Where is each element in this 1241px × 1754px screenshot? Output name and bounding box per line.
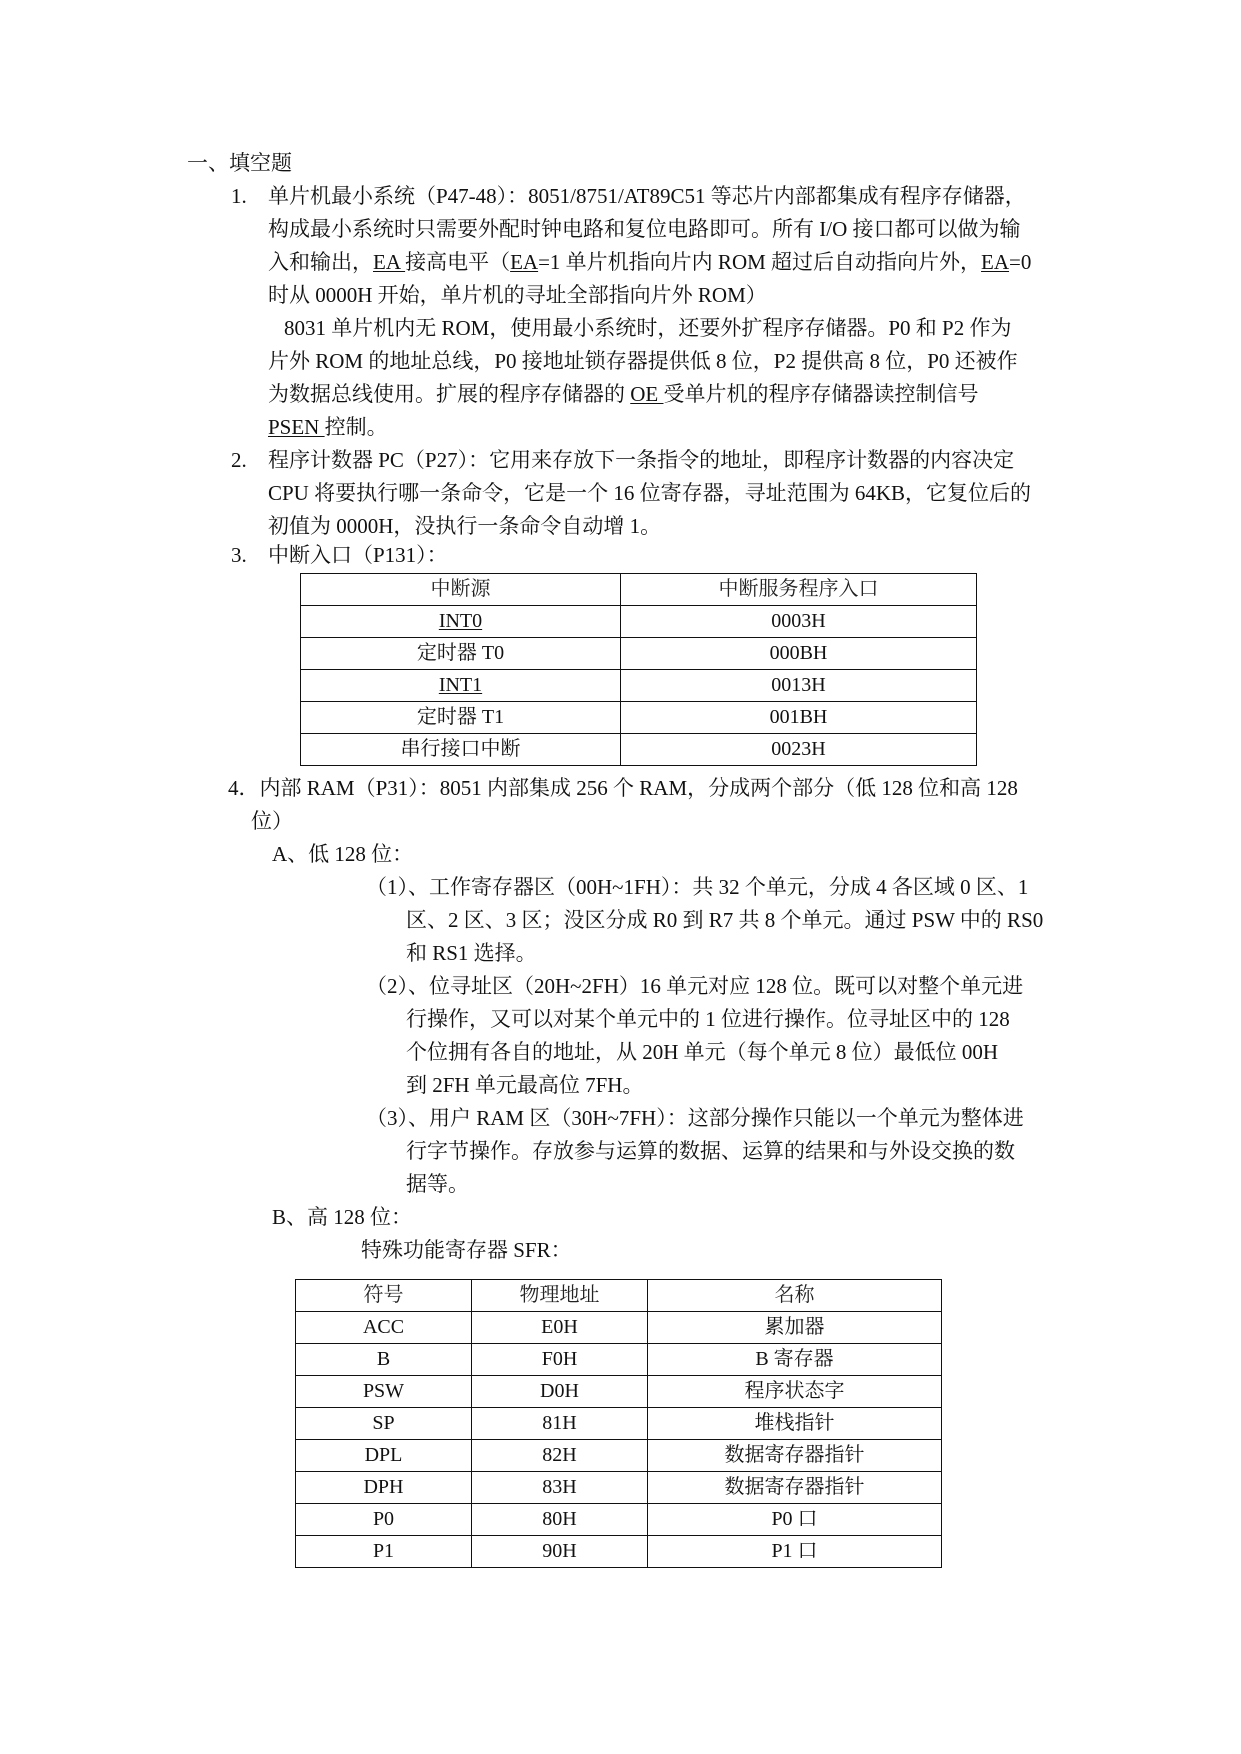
table-cell: 堆栈指针	[648, 1408, 942, 1440]
table-cell: DPH	[296, 1472, 472, 1504]
section-title: 一、填空题	[187, 151, 292, 175]
text-line	[268, 213, 1031, 246]
sub-1-line-3: 和 RS1 选择。	[406, 941, 537, 965]
item-1-body	[268, 180, 1031, 312]
header-cell: 名称	[648, 1280, 942, 1312]
table-cell: 数据寄存器指针	[648, 1472, 942, 1504]
text-line	[268, 378, 1018, 411]
table-cell: B	[296, 1344, 472, 1376]
text-run: 构成最小系统时只需要外配时钟电路和复位电路即可。所有 I/O 接口都可以做为输	[268, 217, 1021, 241]
table-cell: 定时器 T1	[301, 702, 621, 734]
text-run: 8031 单片机内无 ROM，使用最小系统时，还要外扩程序存储器。P0 和 P2 作为	[284, 316, 1012, 340]
table-cell: ACC	[296, 1312, 472, 1344]
sub-1-line-2: 区、2 区、3 区；没区分成 R0 到 R7 共 8 个单元。通过 PSW 中的 RS0	[406, 908, 1044, 932]
text-line	[268, 411, 1018, 444]
header-cell: 物理地址	[472, 1280, 648, 1312]
table-cell: 累加器	[648, 1312, 942, 1344]
table-cell: F0H	[472, 1344, 648, 1376]
item-2-body	[268, 444, 1031, 543]
text-line: 程序计数器 PC（P27）：它用来存放下一条指令的地址，即程序计数器的内容决定	[268, 448, 1015, 472]
text-line	[268, 345, 1018, 378]
ea-signal: EA	[373, 250, 406, 274]
text-line	[268, 246, 1031, 279]
table-row	[296, 1376, 942, 1408]
text-run: 单片机最小系统（P47-48）：8051/8751/AT89C51 等芯片内部都集成有程序存储器，	[268, 184, 1026, 208]
item-4-line-1: 4．内部 RAM（P31）：8051 内部集成 256 个 RAM，分成两个部分（低 128 位和高 128	[228, 776, 1018, 800]
interrupt-table	[300, 573, 977, 766]
table-cell: 0013H	[621, 670, 977, 702]
part-a-title: A、低 128 位：	[272, 842, 414, 866]
table-cell: 000BH	[621, 638, 977, 670]
text-run: =0	[1009, 250, 1032, 274]
table-row	[296, 1504, 942, 1536]
text-run: =1 单片机指向片内 ROM 超过后自动指向片外，	[538, 250, 982, 274]
table-cell: 80H	[472, 1504, 648, 1536]
table-row	[296, 1536, 942, 1568]
sub-1-line-1: （1）、工作寄存器区（00H~1FH）：共 32 个单元，分成 4 各区域 0 区、1	[366, 875, 1029, 899]
table-cell: 程序状态字	[648, 1376, 942, 1408]
text-run: 接高电平（	[405, 250, 511, 274]
table-cell: B 寄存器	[648, 1344, 942, 1376]
item-2-number: 2.	[231, 448, 247, 472]
table-cell: 83H	[472, 1472, 648, 1504]
table-row	[301, 638, 977, 670]
table-cell: 001BH	[621, 702, 977, 734]
table-row	[296, 1344, 942, 1376]
text-run: 片外 ROM 的地址总线，P0 接地址锁存器提供低 8 位，P2 提供高 8 位，P0 还被作	[268, 349, 1018, 373]
table-cell: 0023H	[621, 734, 977, 766]
table-cell: P0 口	[648, 1504, 942, 1536]
sub-3-line-2: 行字节操作。存放参与运算的数据、运算的结果和与外设交换的数	[406, 1139, 1015, 1163]
item-3-title: 中断入口（P131）：	[268, 543, 448, 567]
header-cell: 中断源	[301, 574, 621, 606]
text-run: 控制。	[324, 415, 388, 439]
oe-signal: OE	[630, 382, 664, 406]
table-cell: 0003H	[621, 606, 977, 638]
item-4-line-2: 位）	[251, 809, 293, 833]
sfr-table	[295, 1279, 942, 1568]
table-row	[301, 670, 977, 702]
sub-2-line-2: 行操作，又可以对某个单元中的 1 位进行操作。位寻址区中的 128	[406, 1007, 1010, 1031]
table-cell: 81H	[472, 1408, 648, 1440]
table-cell: 数据寄存器指针	[648, 1440, 942, 1472]
sub-2-line-1: （2）、位寻址区（20H~2FH）16 单元对应 128 位。既可以对整个单元进	[366, 974, 1024, 998]
header-cell: 中断服务程序入口	[621, 574, 977, 606]
table-cell: PSW	[296, 1376, 472, 1408]
table-cell: 90H	[472, 1536, 648, 1568]
table-row	[301, 606, 977, 638]
table-cell: SP	[296, 1408, 472, 1440]
table-cell: 82H	[472, 1440, 648, 1472]
table-cell: 串行接口中断	[301, 734, 621, 766]
table-cell: D0H	[472, 1376, 648, 1408]
ea-signal: EA	[510, 250, 539, 274]
table-cell: P1 口	[648, 1536, 942, 1568]
sub-3-line-1: （3）、用户 RAM 区（30H~7FH）：这部分操作只能以一个单元为整体进	[366, 1106, 1024, 1130]
text-line	[268, 312, 1018, 345]
table-row	[296, 1472, 942, 1504]
sub-3-line-3: 据等。	[406, 1172, 469, 1196]
part-b-title: B、高 128 位：	[272, 1205, 413, 1229]
text-line: 初值为 0000H，没执行一条命令自动增 1。	[268, 514, 662, 538]
text-run: 入和输出，	[268, 250, 373, 274]
sub-2-line-3: 个位拥有各自的地址，从 20H 单元（每个单元 8 位）最低位 00H	[406, 1040, 999, 1064]
table-cell: DPL	[296, 1440, 472, 1472]
sub-2-line-4: 到 2FH 单元最高位 7FH。	[406, 1073, 644, 1097]
part-b-subtitle: 特殊功能寄存器 SFR：	[361, 1238, 572, 1262]
ea-signal: EA	[981, 250, 1010, 274]
table-cell: P1	[296, 1536, 472, 1568]
table-cell: P0	[296, 1504, 472, 1536]
text-run: 时从 0000H 开始，单片机的寻址全部指向片外 ROM）	[268, 283, 767, 307]
table-cell	[301, 670, 621, 702]
table-row	[301, 734, 977, 766]
table-row	[301, 702, 977, 734]
header-cell: 符号	[296, 1280, 472, 1312]
int1-signal: INT1	[438, 674, 483, 696]
text-run: 为数据总线使用。扩展的程序存储器的	[268, 382, 631, 406]
table-header-row	[296, 1280, 942, 1312]
table-header-row	[301, 574, 977, 606]
text-line	[268, 180, 1031, 213]
item-1-number: 1.	[231, 184, 247, 208]
psen-signal: PSEN	[268, 415, 325, 439]
table-cell: 定时器 T0	[301, 638, 621, 670]
item-3-number: 3.	[231, 543, 247, 567]
table-row	[296, 1408, 942, 1440]
text-line	[268, 279, 1031, 312]
table-row	[296, 1440, 942, 1472]
table-cell	[301, 606, 621, 638]
text-line: CPU 将要执行哪一条命令，它是一个 16 位寄存器，寻址范围为 64KB，它复位后的	[268, 481, 1032, 505]
item-1-paragraph-2	[268, 312, 1018, 444]
table-row	[296, 1312, 942, 1344]
table-cell: E0H	[472, 1312, 648, 1344]
int0-signal: INT0	[438, 610, 483, 632]
text-run: 受单片机的程序存储器读控制信号	[663, 382, 979, 406]
